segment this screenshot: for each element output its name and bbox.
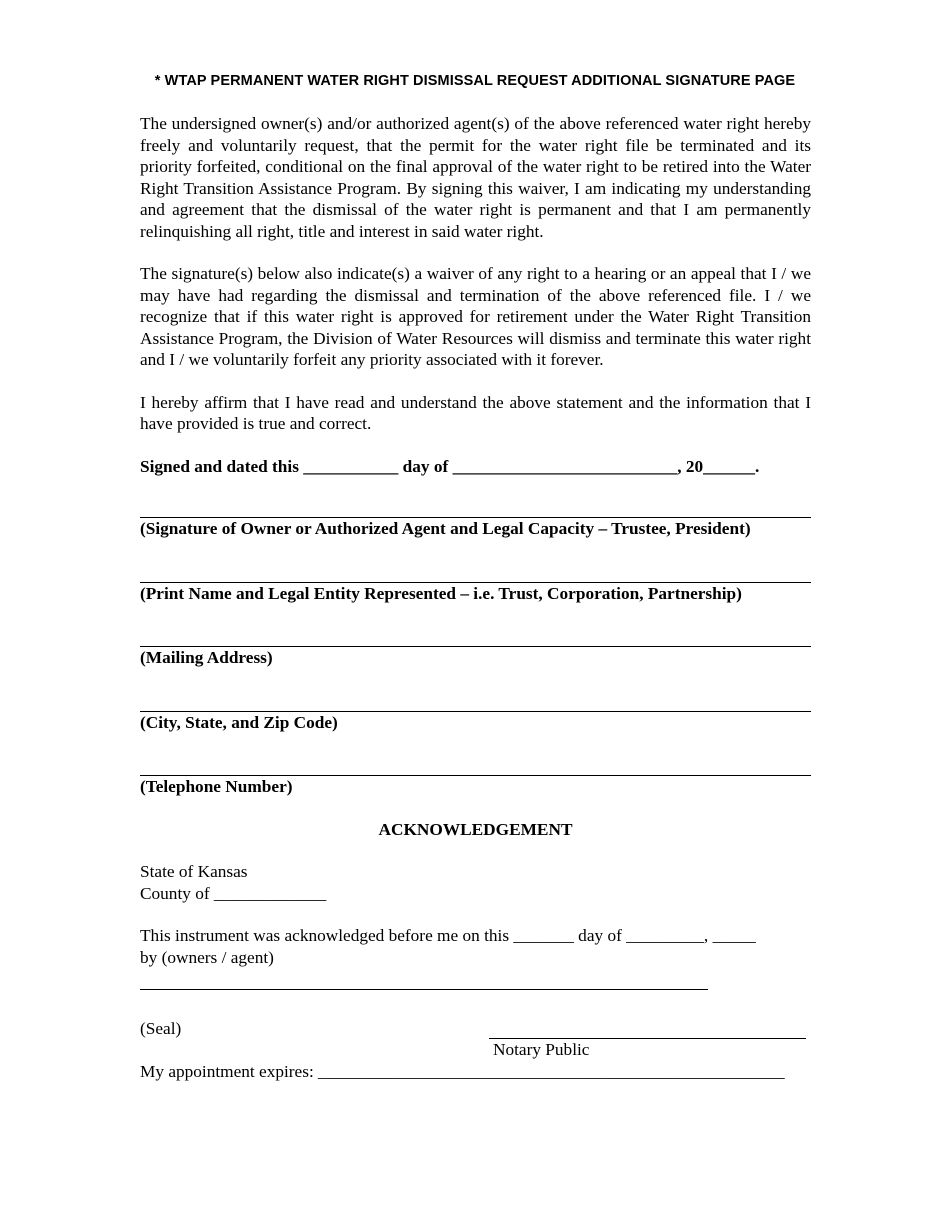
city-state-zip-label: (City, State, and Zip Code) (140, 712, 338, 732)
owners-agent-line: by (owners / agent) (140, 947, 274, 967)
signature-fields (140, 496, 811, 798)
signed-dated-line[interactable]: Signed and dated this ___________ day of __________________________, 20______. (140, 456, 760, 476)
paragraph-affirmation: I hereby affirm that I have read and understand the above statement and the information that I have provided is true and correct. (140, 392, 811, 433)
notary-row (140, 1018, 811, 1061)
paragraph-dismissal-request: The undersigned owner(s) and/or authorized agent(s) of the above referenced water right hereby freely and voluntarily request, that the permit for the water right file be terminated and its priority forfeited, conditional on the final approval of the water right to be retired into the Water Right Transition Assistance Program. By signing this waiver, I am indicating my understanding and agreement that the dismissal of the water right is permanent and that I am permanently relinquishing all right, title and interest in said water right. (140, 114, 811, 241)
seal-label: (Seal) (140, 1019, 182, 1038)
document-body (140, 113, 811, 1083)
signature-label: (Signature of Owner or Authorized Agent and Legal Capacity – Trustee, President) (140, 519, 751, 538)
notary-public-label: Notary Public (493, 1040, 590, 1059)
telephone-label: (Telephone Number) (140, 777, 293, 796)
telephone-line[interactable] (140, 754, 811, 776)
state-line: State of Kansas (140, 862, 248, 881)
print-name-label: (Print Name and Legal Entity Represented – i.e. Trust, Corporation, Partnership) (140, 583, 742, 603)
acknowledgement-title: ACKNOWLEDGEMENT (378, 819, 573, 839)
print-name-line[interactable] (140, 561, 811, 583)
mailing-address-label: (Mailing Address) (140, 648, 273, 667)
page-header: * WTAP PERMANENT WATER RIGHT DISMISSAL REQUEST ADDITIONAL SIGNATURE PAGE (154, 73, 796, 89)
owners-agent-blank[interactable] (140, 968, 708, 990)
instrument-line[interactable]: This instrument was acknowledged before me on this _______ day of _________, _____ (140, 926, 756, 945)
mailing-address-line[interactable] (140, 625, 811, 647)
appointment-expires-line[interactable]: My appointment expires: ______________________________________________________ (140, 1062, 785, 1081)
signature-line[interactable] (140, 496, 811, 518)
city-state-zip-line[interactable] (140, 690, 811, 712)
paragraph-waiver: The signature(s) below also indicate(s) a waiver of any right to a hearing or an appeal that I / we may have had regarding the dismissal and termination of the above referenced file. I / we recognize that if this water right is approved for retirement under the Water Right Transition Assistance Program, the Division of Water Resources will dismiss and terminate this water right and I / we voluntarily forfeit any priority associated with it forever. (140, 264, 811, 369)
county-line[interactable]: County of _____________ (140, 883, 327, 903)
spacer (140, 904, 811, 925)
